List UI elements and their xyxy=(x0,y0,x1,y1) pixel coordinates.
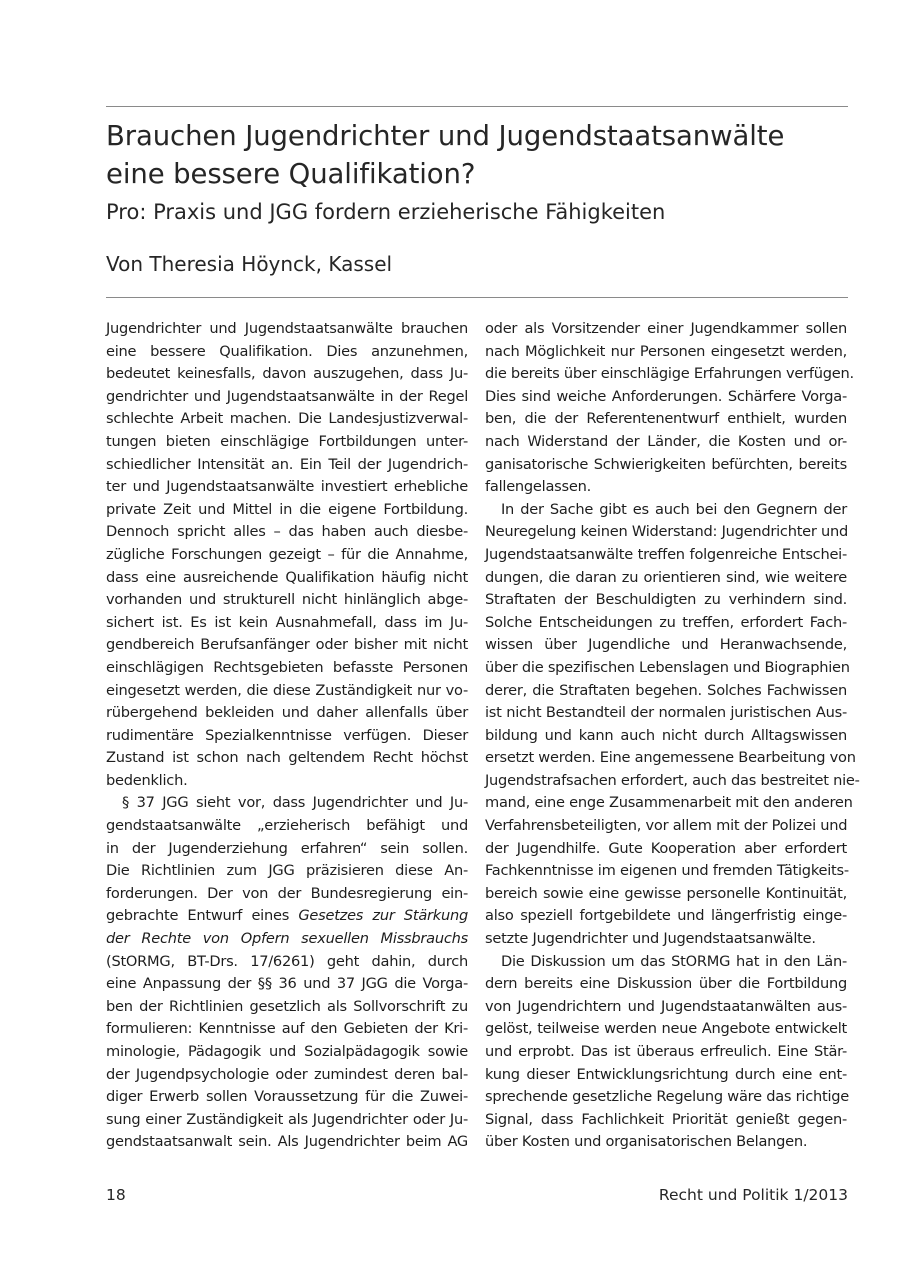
top-rule xyxy=(106,106,848,107)
author-line: Von Theresia Höynck, Kassel xyxy=(106,252,393,276)
title-line: eine bessere Qualifikation? xyxy=(106,158,476,190)
header-divider xyxy=(106,297,848,298)
text-line: Zustand ist schon nach geltendem Recht höchst xyxy=(106,749,468,767)
text-line: (StORMG, BT-Drs. 17/6261) geht dahin, durch xyxy=(106,952,468,970)
text-line: formulieren: Kenntnisse auf den Gebieten der Kri- xyxy=(106,1020,468,1038)
text-line: In der Sache gibt es auch bei den Gegnern der xyxy=(501,500,847,518)
text-line: mand, eine enge Zusammenarbeit mit den anderen xyxy=(485,794,853,812)
text-line: über die spezifischen Lebenslagen und Biographien xyxy=(485,658,850,676)
text-line: tungen bieten einschlägige Fortbildungen unter- xyxy=(106,432,468,450)
text-line: forderungen. Der von der Bundesregierung ein- xyxy=(106,884,468,902)
text-line: Straftaten der Beschuldigten zu verhindern sind. xyxy=(485,591,847,609)
text-line: eingesetzt werden, die diese Zuständigkeit nur vo- xyxy=(106,681,468,699)
text-line: fallengelassen. xyxy=(485,478,591,496)
text-line: sichert ist. Es ist kein Ausnahmefall, dass im Ju- xyxy=(106,613,468,631)
text-line: schlechte Arbeit machen. Die Landesjustizverwal- xyxy=(106,410,468,428)
text-line: gelöst, teilweise werden neue Angebote entwickelt xyxy=(485,1020,847,1038)
text-line: Jugendrichter und Jugendstaatsanwälte brauchen xyxy=(106,320,468,337)
text-line: wissen über Jugendliche und Heranwachsende, xyxy=(485,636,847,654)
page-number: 18 xyxy=(106,1186,126,1204)
text-line: eine bessere Qualifikation. Dies anzunehmen, xyxy=(106,342,468,360)
text-line: ganisatorische Schwierigkeiten befürchten, bereits xyxy=(485,455,847,473)
text-line: gendstaatsanwalt sein. Als Jugendrichter beim AG xyxy=(106,1133,468,1151)
text-line: Jugendstaatsanwälte treffen folgenreiche Entschei- xyxy=(485,545,847,563)
text-line: der Jugendpsychologie oder zumindest deren bal- xyxy=(106,1065,468,1083)
text-line: § 37 JGG sieht vor, dass Jugendrichter und Ju- xyxy=(122,794,468,812)
text-line: ersetzt werden. Eine angemessene Bearbeitung von xyxy=(485,749,856,767)
text-line: Neuregelung keinen Widerstand: Jugendrichter und xyxy=(485,523,849,541)
text-line: private Zeit und Mittel in die eigene Fortbildung. xyxy=(106,500,468,518)
text-line: nach Widerstand der Länder, die Kosten und or- xyxy=(485,432,847,450)
text-line xyxy=(106,905,468,928)
text-line: nach Möglichkeit nur Personen eingesetzt werden, xyxy=(485,342,847,360)
text-line: sung einer Zuständigkeit als Jugendrichter oder Ju- xyxy=(106,1110,468,1128)
text-line: bedeutet keinesfalls, davon auszugehen, dass Ju- xyxy=(106,365,468,383)
text-line: dern bereits eine Diskussion über die Fortbildung xyxy=(485,975,847,993)
text-line: Dies sind weiche Anforderungen. Schärfere Vorga- xyxy=(485,387,847,405)
text-line: ben der Richtlinien gesetzlich als Sollvorschrift zu xyxy=(106,997,468,1015)
text-line: ben, die der Referentenentwurf enthielt, wurden xyxy=(485,410,847,428)
text-line: rübergehend bekleiden und daher allenfalls über xyxy=(106,704,468,722)
text-line: schiedlicher Intensität an. Ein Teil der Jugendrich- xyxy=(106,455,468,473)
text-line: bedenklich. xyxy=(106,771,188,789)
text-line: ter und Jugendstaatsanwälte investiert erhebliche xyxy=(106,478,468,496)
text-line: Solche Entscheidungen zu treffen, erfordert Fach- xyxy=(485,613,847,631)
text-line: der Jugendhilfe. Gute Kooperation aber erfordert xyxy=(485,839,847,857)
text-fragment: gebrachte Entwurf eines xyxy=(106,907,299,925)
text-line: Jugendstrafsachen erfordert, auch das bestreitet nie- xyxy=(485,771,860,789)
text-line: zügliche Forschungen gezeigt – für die Annahme, xyxy=(106,545,468,563)
title-line: Brauchen Jugendrichter und Jugendstaatsanwälte xyxy=(106,120,785,152)
text-line: minologie, Pädagogik und Sozialpädagogik sowie xyxy=(106,1043,468,1060)
text-line: diger Erwerb sollen Voraussetzung für die Zuwei- xyxy=(106,1088,468,1106)
text-line: ist nicht Bestandteil der normalen juristischen Aus- xyxy=(485,704,847,722)
text-line: setzte Jugendrichter und Jugendstaatsanwälte. xyxy=(485,930,816,948)
text-line: in der Jugenderziehung erfahren“ sein sollen. xyxy=(106,839,468,857)
text-line: vorhanden und strukturell nicht hinlänglich abge- xyxy=(106,591,468,609)
text-line: Die Diskussion um das StORMG hat in den Län- xyxy=(501,952,847,970)
text-line: Signal, dass Fachlichkeit Priorität genießt gegen- xyxy=(485,1110,847,1128)
text-column-right xyxy=(485,318,860,1154)
article-title xyxy=(106,117,848,193)
text-line: dass eine ausreichende Qualifikation häufig nicht xyxy=(106,568,468,586)
text-line: von Jugendrichtern und Jugendstaatanwälten aus- xyxy=(485,997,847,1015)
text-line: eine Anpassung der §§ 36 und 37 JGG die Vorga- xyxy=(106,975,468,993)
text-line: derer, die Straftaten begehen. Solches Fachwissen xyxy=(485,681,847,699)
text-line: also speziell fortgebildete und längerfristig einge- xyxy=(485,907,847,925)
text-line: Fachkenntnisse im eigenen und fremden Tätigkeits- xyxy=(485,862,849,880)
text-line: über Kosten und organisatorischen Belangen. xyxy=(485,1133,808,1151)
text-line: oder als Vorsitzender einer Jugendkammer sollen xyxy=(485,320,847,337)
italic-law-title: Gesetzes zur Stärkung xyxy=(298,907,468,925)
italic-law-title: der Rechte von Opfern sexuellen Missbrauchs xyxy=(106,930,468,948)
text-line: Dennoch spricht alles – das haben auch diesbe- xyxy=(106,523,468,541)
text-line: Die Richtlinien zum JGG präzisieren diese An- xyxy=(106,862,468,880)
text-line: Verfahrensbeteiligten, vor allem mit der Polizei und xyxy=(485,817,848,835)
text-line: gendrichter und Jugendstaatsanwälte in der Regel xyxy=(106,387,468,405)
text-line: dungen, die daran zu orientieren sind, wie weitere xyxy=(485,568,847,586)
text-line: und erprobt. Das ist überaus erfreulich. Eine Stär- xyxy=(485,1043,847,1060)
text-line: bereich sowie eine gewisse personelle Kontinuität, xyxy=(485,884,847,902)
text-line: einschlägigen Rechtsgebieten befasste Personen xyxy=(106,658,468,676)
text-line: gendstaatsanwälte „erzieherisch befähigt und xyxy=(106,817,468,835)
article-subtitle: Pro: Praxis und JGG fordern erzieherische Fähigkeiten xyxy=(106,200,666,224)
text-line: die bereits über einschlägige Erfahrungen verfügen. xyxy=(485,365,854,383)
text-line: gendbereich Berufsanfänger oder bisher mit nicht xyxy=(106,636,468,654)
text-line: sprechende gesetzliche Regelung wäre das richtige xyxy=(485,1088,849,1106)
text-line: kung dieser Entwicklungsrichtung durch eine ent- xyxy=(485,1065,847,1083)
text-line: bildung und kann auch nicht durch Alltagswissen xyxy=(485,726,847,744)
text-line: rudimentäre Spezialkenntnisse verfügen. Dieser xyxy=(106,726,468,744)
journal-citation: Recht und Politik 1/2013 xyxy=(658,1186,848,1204)
text-column-left xyxy=(106,318,468,1154)
